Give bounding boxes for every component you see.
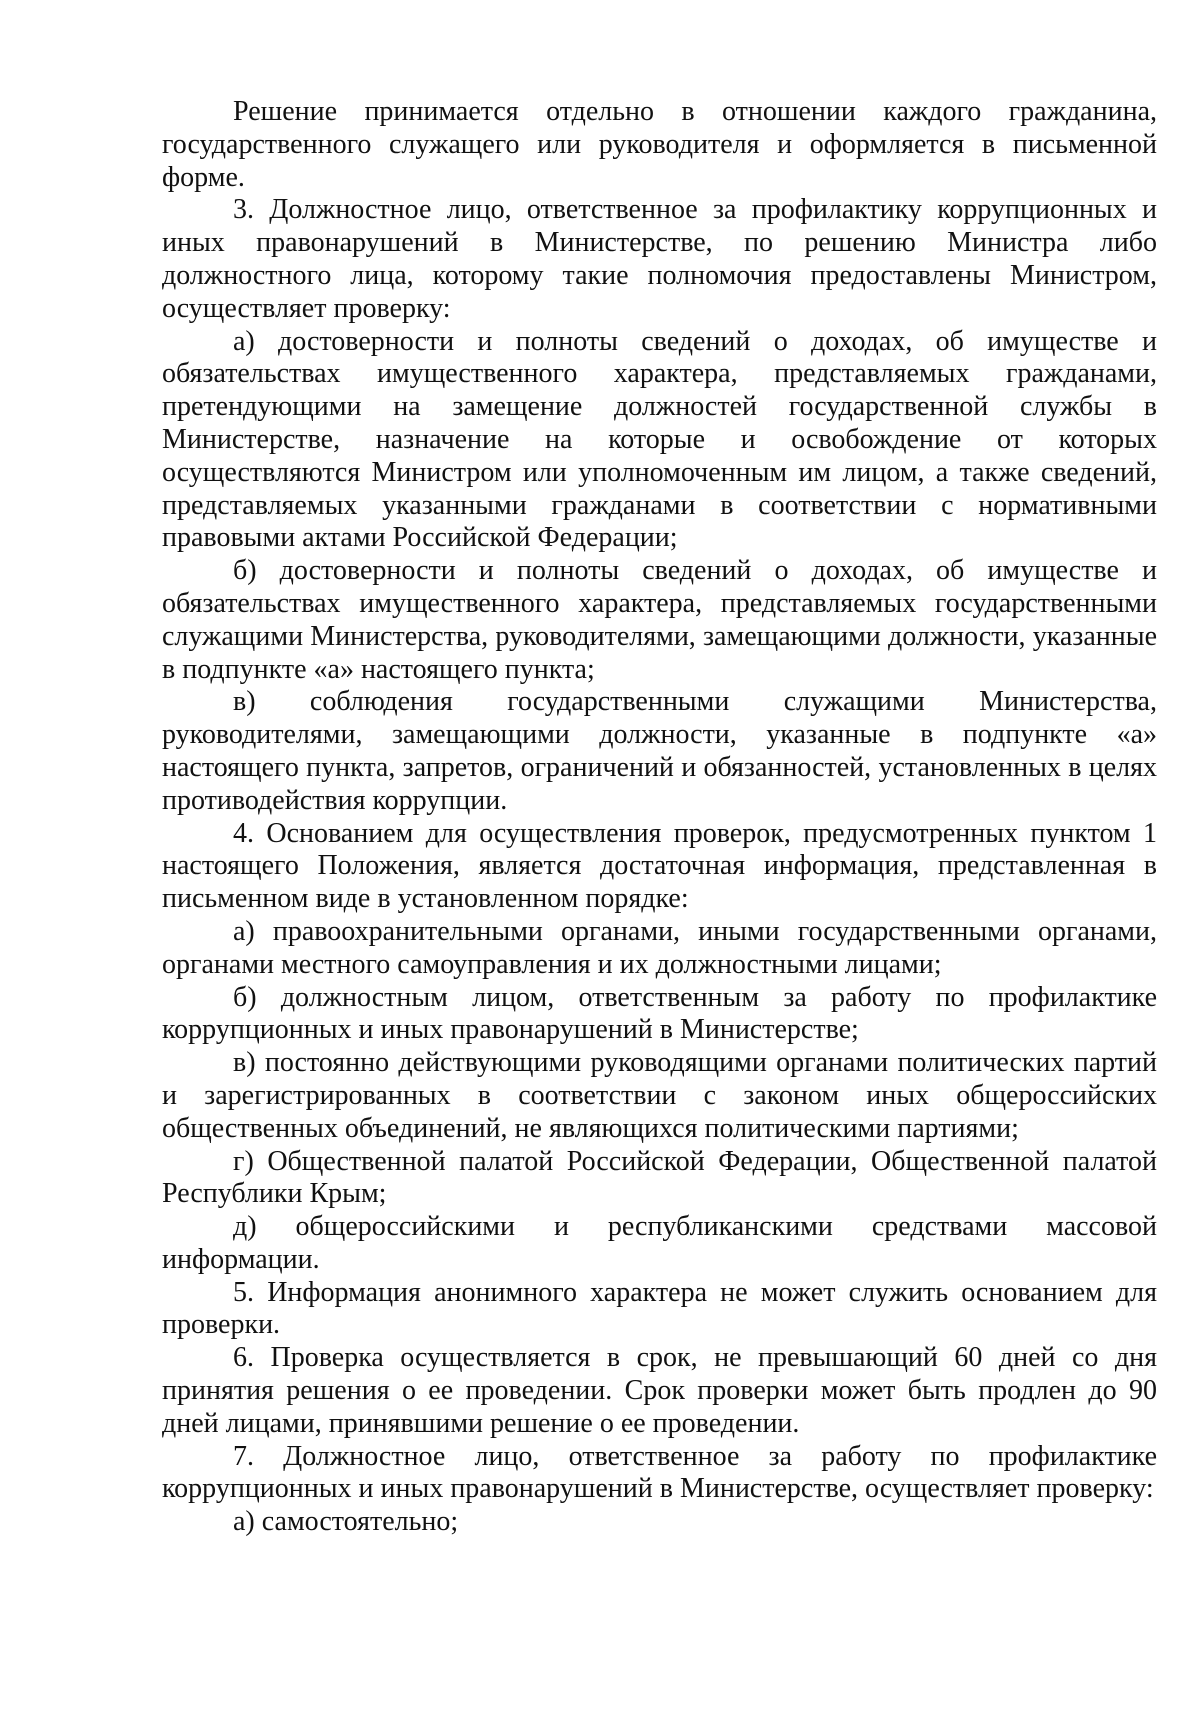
- paragraph-item-4g: г) Общественной палатой Российской Федерации, Общественной палатой Республики Крым;: [162, 1145, 1157, 1210]
- paragraph-item-3: 3. Должностное лицо, ответственное за профилактику коррупционных и иных правонарушений в Министерстве, по решению Министра либо должностного лица, которому такие полномочия предоставлены Министром, осуществляет проверку:: [162, 194, 1157, 324]
- paragraph-item-7: 7. Должностное лицо, ответственное за работу по профилактике коррупционных и иных правонарушений в Министерстве, осуществляет проверку:: [162, 1440, 1157, 1505]
- paragraph-item-4d: д) общероссийскими и республиканскими средствами массовой информации.: [162, 1211, 1157, 1275]
- paragraph-item-4: 4. Основанием для осуществления проверок, предусмотренных пунктом 1 настоящего Положения, является достаточная информация, представленная в письменном виде в установленном порядке:: [162, 817, 1157, 915]
- paragraph-item-7a: а) самостоятельно;: [233, 1506, 459, 1538]
- paragraph-item-4v: в) постоянно действующими руководящими органами политических партий и зарегистрированных в соответствии с законом иных общероссийских общественных объединений, не являющихся политическими партиями;: [162, 1047, 1157, 1144]
- paragraph-item-5: 5. Информация анонимного характера не может служить основанием для проверки.: [162, 1276, 1157, 1341]
- paragraph-item-3b: б) достоверности и полноты сведений о доходах, об имуществе и обязательствах имущественного характера, представляемых государственными служащими Министерства, руководителями, замещающими должности, указанные в подпункте «а» настоящего пункта;: [162, 555, 1157, 685]
- paragraph-item-4b: б) должностным лицом, ответственным за работу по профилактике коррупционных и иных правонарушений в Министерстве;: [162, 981, 1157, 1046]
- paragraph-item-3a: а) достоверности и полноты сведений о доходах, об имуществе и обязательствах имущественного характера, представляемых гражданами, претендующими на замещение должностей государственной службы в Министерстве, назначение на которые и освобождение от которых осуществляются Министром или уполномоченным им лицом, а также сведений, представляемых указанными гражданами в соответствии с нормативными правовыми актами Российской Федерации;: [162, 325, 1157, 554]
- document-body: [162, 96, 1157, 1539]
- paragraph-item-4a: а) правоохранительными органами, иными государственными органами, органами местного самоуправления и их должностными лицами;: [162, 915, 1157, 980]
- paragraph-item-3v: в) соблюдения государственными служащими Министерства, руководителями, замещающими должности, указанные в подпункте «а» настоящего пункта, запретов, ограничений и обязанностей, установленных в целях противодействия коррупции.: [162, 686, 1157, 816]
- paragraph-item-6: 6. Проверка осуществляется в срок, не превышающий 60 дней со дня принятия решения о ее проведении. Срок проверки может быть продлен до 90 дней лицами, принявшими решение о ее проведении.: [162, 1342, 1157, 1439]
- paragraph-decision-form: Решение принимается отдельно в отношении каждого гражданина, государственного служащего или руководителя и оформляется в письменной форме.: [162, 96, 1157, 193]
